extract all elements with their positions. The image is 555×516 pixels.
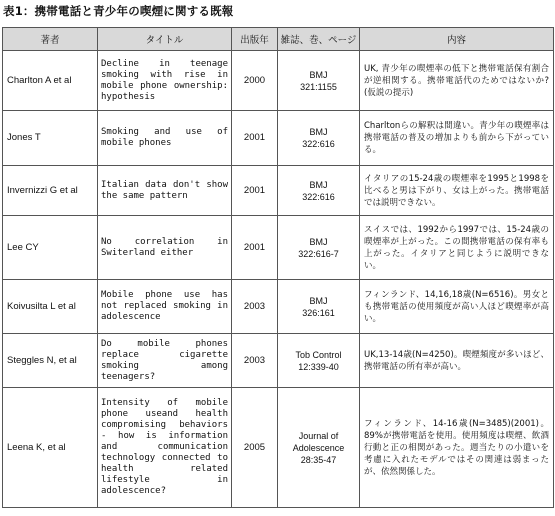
author-cell: Koivusilta L et al xyxy=(3,280,98,334)
content-cell: UK, 青少年の喫煙率の低下と携帯電話保有割合が逆相関する。携帯電話代のためではないか?(仮説の提示) xyxy=(360,51,554,111)
year-cell: 2000 xyxy=(232,51,278,111)
year-cell: 2001 xyxy=(232,111,278,166)
journal-cell xyxy=(278,388,360,508)
table-row xyxy=(3,334,554,388)
table-row xyxy=(3,216,554,280)
journal-name: BMJ xyxy=(309,236,328,247)
journal-cell xyxy=(278,51,360,111)
content-cell: フィンランド、14-16歳(N=3485)(2001)。89%が携帯電話を使用。使用頻度は喫煙、飲酒行動と正の相関があった。週当たりの小遣いを考慮に入れたモデルではその関連は弱まったが、依然関係した。 xyxy=(360,388,554,508)
journal-name-cont: Adolescence xyxy=(292,442,345,453)
journal-cell xyxy=(278,216,360,280)
title-cell: Do mobile phones replace cigarette smoking among teenagers? xyxy=(98,334,232,388)
year-cell: 2001 xyxy=(232,216,278,280)
header-author: 著者 xyxy=(3,28,98,51)
content-cell: Charltonらの解釈は間違い。青少年の喫煙率は携帯電話の普及の増加よりも前から下がっている。 xyxy=(360,111,554,166)
content-cell: フィンランド、14,16,18歳(N=6516)。男女とも携帯電話の使用頻度が高い人ほど喫煙率が高い。 xyxy=(360,280,554,334)
journal-cell xyxy=(278,166,360,216)
author-cell: Jones T xyxy=(3,111,98,166)
table-row xyxy=(3,111,554,166)
literature-table xyxy=(2,27,554,508)
journal-name: BMJ xyxy=(309,295,328,306)
journal-volume: 321:1155 xyxy=(300,81,337,92)
journal-cell xyxy=(278,280,360,334)
journal-volume: 12:339-40 xyxy=(298,361,339,372)
journal-name: Journal of xyxy=(298,430,339,441)
author-cell: Lee CY xyxy=(3,216,98,280)
journal-name: BMJ xyxy=(309,179,328,190)
title-cell: Italian data don't show the same pattern xyxy=(98,166,232,216)
journal-volume: 322:616 xyxy=(302,139,335,149)
table-row xyxy=(3,166,554,216)
header-title: タイトル xyxy=(98,28,232,51)
header-year: 出版年 xyxy=(232,28,278,51)
year-cell: 2003 xyxy=(232,334,278,388)
year-cell: 2003 xyxy=(232,280,278,334)
title-cell: No correlation in Switerland either xyxy=(98,216,232,280)
journal-cell xyxy=(278,111,360,166)
year-cell: 2005 xyxy=(232,388,278,508)
content-cell: UK,13-14歳(N=4250)。喫煙頻度が多いほど、携帯電話の所有率が高い。 xyxy=(360,334,554,388)
author-cell: Charlton A et al xyxy=(3,51,98,111)
header-journal: 雑誌、巻、ページ xyxy=(278,28,360,51)
content-cell: イタリアの15-24歳の喫煙率を1995と1998を比べると男は下がり、女は上がった。携帯電話では説明できない。 xyxy=(360,166,554,216)
header-row xyxy=(3,28,554,51)
author-cell: Steggles N, et al xyxy=(3,334,98,388)
journal-name: Tob Control xyxy=(295,349,342,360)
year-cell: 2001 xyxy=(232,166,278,216)
journal-volume: 326:161 xyxy=(302,307,335,318)
journal-name: BMJ xyxy=(309,127,328,137)
title-cell: Smoking and use of mobile phones xyxy=(98,111,232,166)
journal-name: BMJ xyxy=(309,69,328,80)
journal-volume: 28:35-47 xyxy=(300,454,337,465)
title-cell: Mobile phone use has not replaced smoking in adolescence xyxy=(98,280,232,334)
table-row xyxy=(3,388,554,508)
header-content: 内容 xyxy=(360,28,554,51)
author-cell: Invernizzi G et al xyxy=(3,166,98,216)
journal-cell xyxy=(278,334,360,388)
content-cell: スイスでは、1992から1997では、15-24歳の喫煙率が上がった。この間携帯電話の保有率も上がった。イタリアと同じように説明できない。 xyxy=(360,216,554,280)
title-cell: Intensity of mobile phone useand health compromising behaviors - how is information and communication technology connected to health related lifestyle in adolescence? xyxy=(98,388,232,508)
author-cell: Leena K, et al xyxy=(3,388,98,508)
table-row xyxy=(3,280,554,334)
journal-volume: 322:616-7 xyxy=(298,248,339,259)
journal-volume: 322:616 xyxy=(302,191,335,202)
table-caption: 表1：携帯電話と青少年の喫煙に関する既報 xyxy=(3,4,234,18)
table-row xyxy=(3,51,554,111)
title-cell: Decline in teenage smoking with rise in mobile phone ownership: hypothesis xyxy=(98,51,232,111)
